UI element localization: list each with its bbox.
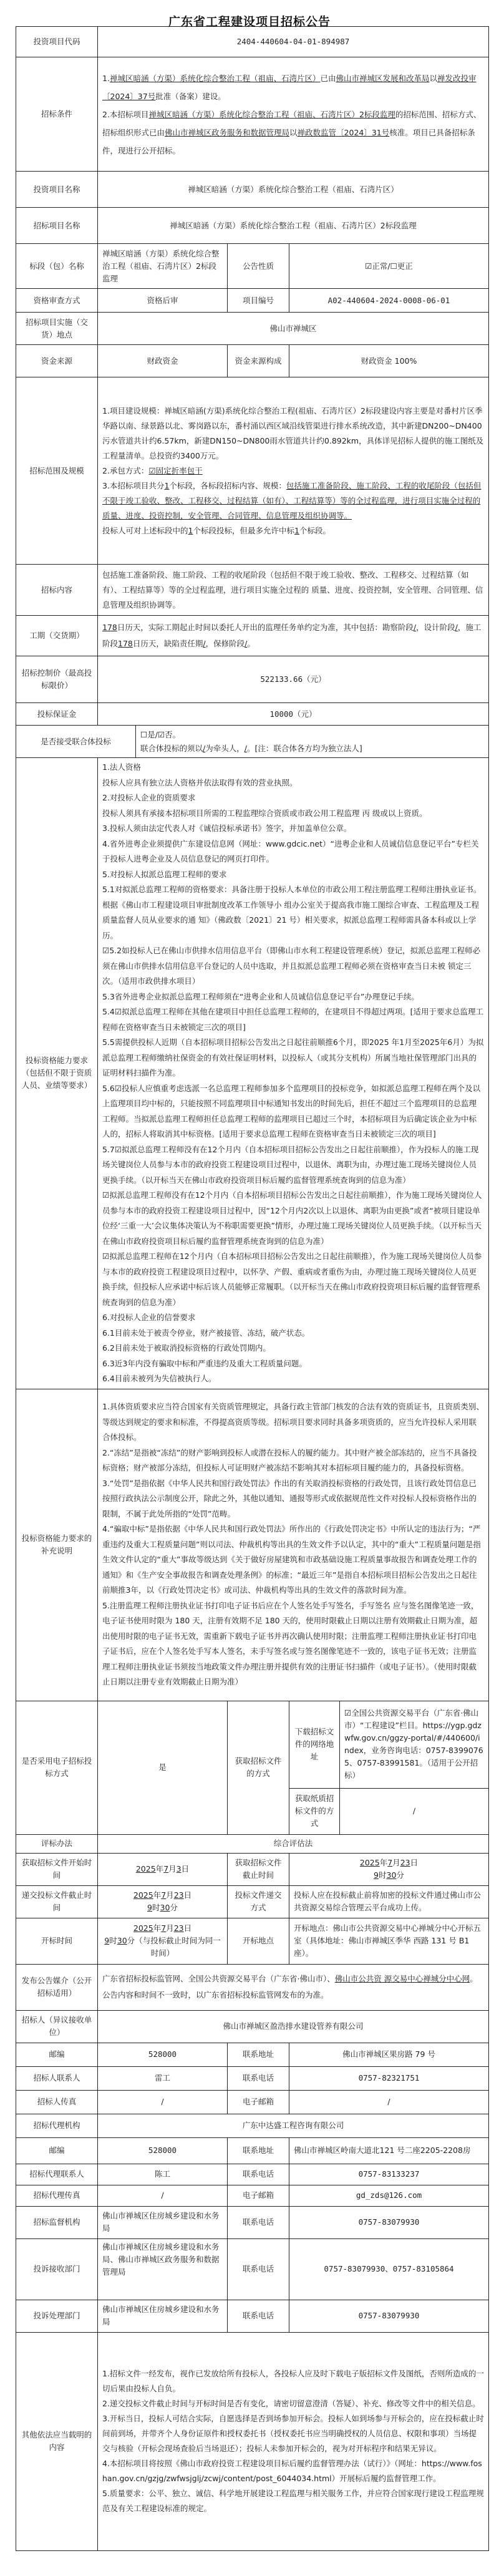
- agency-addr-value: 佛山市禅城区岭南大道北121 号二座2205-2208房: [289, 2137, 489, 2164]
- row-other: [16, 2332, 489, 2550]
- section-content: 包括施工准备阶段、施工阶段、工程的收尾阶段（包括但不限于竣工验收、整改、工程移交、过程结算（如有）、工程结算等）等的全过程监理，进行项目实施全过程的质量、进度、投资控制，安全管理、合同管理、信息管理及组织协调等。: [102, 480, 482, 520]
- submit-deadline-label: 递交投标文件截止时间: [16, 1885, 98, 1918]
- qualification-item: 5.4☑拟派总监理工程师在其他在建项目中担任总监理工程师的，在建项目不得超过两项。[适用于要求总监理工程师在资格审查当日未被锁定三次的项目]: [102, 1007, 483, 1032]
- price-label: 招标控制价（最高投标限价）: [16, 656, 98, 703]
- text: 。[注：联合体各方均为独立法人]: [246, 743, 362, 753]
- complaint-handle-label: 投诉处理部门: [16, 2300, 98, 2332]
- text: ，保修阶段: [205, 639, 245, 648]
- deposit-label: 投标保证金: [16, 703, 98, 726]
- qualification-item: 6.3近3年内没有骗取中标和严重违约及重大工程质量问题。: [102, 1358, 307, 1368]
- qualification-item: 6.4目前未被列为失信被执行人。: [102, 1374, 216, 1383]
- complaint-handle-phone-label: 联系电话: [228, 2300, 289, 2332]
- project-name: 禅城区暗涵（方渠）系统化综合整治工程（祖庙、石湾片区）2标段监理: [148, 109, 395, 119]
- scope-bid-limit: [102, 523, 484, 538]
- text: 的招标范围、招标方式、招标组织形式已由: [102, 109, 482, 137]
- bid-name-label: 招标项目名称: [16, 208, 98, 244]
- month: 7: [387, 1858, 393, 1867]
- section-label: 标段（包）名称: [16, 244, 98, 289]
- row-invest-code: [16, 27, 489, 57]
- other-item: 1.招标文件一经发布，视作已发放给所有投标人，各投标人应及时下载电子版招标文件及图纸，否则所造成的一切后果由投标人自负。: [102, 2369, 484, 2393]
- row-tenderer: [16, 2010, 489, 2043]
- consortium-label: 是否接受联合体投标: [16, 726, 136, 758]
- submit-method-label: 投标文件递交方式: [228, 1885, 289, 1918]
- supplement-item: 4.“骗取中标”是指依据《中华人民共和国行政处罚法》所作出的《行政处罚决定书》中所认定的违法行为；“严重违约及重大工程质量问题”则以司法、仲裁机构等出具的生效文件予以认定，其中的“重大”工程质量问题是指生效文件认定的“重大”事故等级达到《关于做好房屋建筑和市政基础设施工程质量事故报告和调查处理工作的通知》和《生产安全事故报告和调查处理条例》的标准；“最近三年”是指自本招标项目招标公告发出之日起往前顺推3年，以《行政处罚决定书》或司法、仲裁机构等出具的生效文件的落款时间为准。: [102, 1524, 481, 1595]
- month: 7: [161, 1923, 167, 1933]
- agency-contact-label: 招标代理联系人: [16, 2164, 98, 2185]
- tenderer-fax-label: 招标人传真: [16, 2090, 98, 2114]
- opening-place-label: 开标地点: [228, 1918, 289, 1964]
- obtain-method-label: 获取招标文件的方式: [228, 1701, 289, 1834]
- invest-code-label: 投资项目代码: [16, 27, 98, 57]
- qualification-item: ☑拟派总监理工程师在12个月内（自本招标项目招标公告发出之日起往前顺推），作为施工现场关键岗位人员参与本市的政府投资工程建设项目过程中，以怀孕、产假、重病或者重伤为由，办理过施工现场关键岗位人员更换手续，但投标人应承诺中标后该人员能够正常履职。（以开标当天在佛山市政府投资项目标后履约监督管理系统查询到的信息为准）: [102, 1252, 482, 1307]
- tenderer-value: 佛山市禅城区盈浩排水建设管养有限公司: [98, 2010, 489, 2043]
- tender-notice-table: [16, 26, 489, 2551]
- electronic-value: 是: [98, 1701, 228, 1834]
- invest-name-value: 禅城区暗涵（方渠）系统化综合整治工程（祖庙、石湾片区）: [98, 172, 489, 208]
- approval-agency: 佛山市禅城区发展和改革局: [336, 73, 430, 83]
- supplement-value: [98, 1389, 489, 1701]
- row-bid-name: [16, 208, 489, 244]
- submit-deadline-value: 2025年7月23日 9时30分: [98, 1885, 228, 1918]
- approval-agency: 佛山市禅城区政务服务和数据管理局: [165, 127, 290, 137]
- text: 广东省招标投标监管网、全国公共资源交易平台（广东省·佛山市）、: [102, 1974, 335, 1983]
- tenderer-zip-label: 邮编: [16, 2043, 98, 2066]
- text: ，设计阶段: [416, 623, 455, 632]
- complaint-recv-phone-value: 0757-83079930、0757-83105864: [289, 2238, 489, 2300]
- row-tenderer-fax: [16, 2090, 489, 2114]
- qualification-item: 5.3省外进粤企业拟派总监理工程师须在“进粤企业和人员诚信信息登记平台”办理登记手续。: [102, 991, 419, 1001]
- agency-fax-label: 招标代理传真: [16, 2185, 98, 2206]
- agency-email-value[interactable]: gd_zds@126.com: [289, 2185, 489, 2206]
- tenderer-zip-value: 528000: [98, 2043, 228, 2066]
- opening-place-value: 开标地点：佛山市公共资源交易中心禅城分中心开标五室（具体地址：佛山市禅城区季华 西路 131 号 B1 座）。: [289, 1918, 489, 1964]
- price-value: 522133.66（元）: [98, 656, 489, 703]
- funds-structure-label: 资金来源构成: [228, 345, 289, 377]
- row-consortium: [16, 726, 489, 758]
- text: 投标人可对上述标段中的: [102, 525, 188, 535]
- text: 个标段。: [299, 525, 331, 535]
- tenderer-addr-value: 佛山市禅城区果房路 79 号: [289, 2043, 489, 2066]
- row-price: [16, 656, 489, 703]
- location-value: 佛山市禅城区: [98, 313, 489, 345]
- year: 2025: [133, 1890, 153, 1900]
- footer-spacer: [0, 2551, 499, 2576]
- consortium-choice: ☐是/☑否。: [140, 729, 181, 739]
- qualification-item: 5.对投标人拟派总监理工程师的要求: [102, 869, 227, 879]
- row-submit: [16, 1885, 489, 1918]
- consortium-note: [140, 742, 484, 756]
- electronic-label: 是否采用电子招标投标方式: [16, 1701, 98, 1834]
- page-title: 广东省工程建设项目招标公告: [168, 15, 331, 29]
- agency-value: 广东中达盛工程咨询有限公司: [98, 2114, 489, 2137]
- survey-stage: /: [413, 623, 417, 632]
- supplement-item: 5.注册监理工程师注册执业证书打印电子证书后应在个人签名处手写签名，手写签名 应与签名图像笔迹一致，电子证书使用时限为 180 天，注册有效期不足 180 天的，使用时限截止日期以注册有效期截止日期为准，超出使用时限的电子证书无效，需重新下载电子证书并再次确认使用时限；注册监理工程师注册执业证书打印电子证书后，应在个人签名处手写本人签名，未手写签名或与签名图像笔迹不一致的，该电子证书无效；注册监理工程师注册执业证书须按当地政策文件办理注册并提供有效的注册证书扫描件（或电子证书）。（使用时限截止日期以注册专业有效期截止日期为准）: [102, 1600, 479, 1687]
- row-section: [16, 244, 489, 289]
- tenderer-label: 招标人（异议接收单位）: [16, 2010, 98, 2043]
- row-conditions: [16, 57, 489, 172]
- other-label: 其他依法应当载明的内容: [16, 2332, 98, 2550]
- qualification-item: 5.7☑拟派总监理工程师没有在12个月内（自本招标项目招标公告发出之日起往前顺推），作为投标人的施工现场关键岗位人员参与本市的政府投资工程建设项目过程中，以退休、离职为由，办理过施工现场关键岗位人员更换手续。（以开标当天在佛山市政府投资项目标后履约监督管理系统查询到的信息为准）: [102, 1144, 479, 1185]
- row-supervision: [16, 2206, 489, 2238]
- approval-document: 禅发改投审〔2024〕37号: [102, 73, 477, 101]
- complaint-recv-label: 投诉接收部门: [16, 2238, 98, 2300]
- row-review: [16, 289, 489, 313]
- row-evaluation: [16, 1834, 489, 1853]
- row-complaint-handle: [16, 2300, 489, 2332]
- opening-time-note: （与投标截止时间为同一时间）: [135, 1936, 221, 1958]
- qualification-value: [98, 758, 489, 1389]
- nature-value: ☑正常/☐更正: [289, 244, 489, 289]
- period-label: 工期（交货期）: [16, 616, 98, 656]
- complaint-handle-phone-value: 0757-83079930: [289, 2300, 489, 2332]
- approval-document: 禅政数监管〔2024〕31号: [297, 127, 390, 137]
- qualification-item: 投标人须具有承接本招标项目所需的工程监理综合资质或市政公用工程监理 丙 级或以上资质。: [102, 808, 427, 818]
- qualification-item: 3.投标人须由法定代表人对《诚信投标承诺书》签字，并加盖单位公章。: [102, 824, 352, 833]
- row-complaint-recv: [16, 2238, 489, 2300]
- text: 个标段投标，但最多允许中标: [193, 525, 294, 535]
- project-name: 禅城区暗涵（方渠）系统化综合整治工程（祖庙、石湾片区）: [109, 73, 321, 83]
- paper-method-value: /: [340, 1788, 489, 1834]
- text: 日历天，缺陷责任期: [132, 639, 203, 648]
- year: 2025: [133, 1923, 153, 1933]
- qualification-item: 6.1目前未处于被责令停业，财产被接管、冻结，破产状态。: [102, 1328, 310, 1338]
- year: 2025: [135, 1864, 156, 1874]
- contract-mode-value: ☑固定折率包干: [148, 465, 203, 475]
- text: 2.承包方式：: [102, 465, 149, 475]
- row-scope: [16, 377, 489, 565]
- other-item: 4.本招标项目将按照《佛山市政府投资工程建设项目标后履约监督管理办法（试行）》（网址：https://www.foshan.gov.cn/gzjg/zwfwsjglj/zcwj/content/post_6044034.html）开展标后履约监督管理工作。: [102, 2459, 482, 2483]
- agency-zip-value: 528000: [98, 2137, 228, 2164]
- text: 2.本招标项目: [102, 109, 149, 119]
- text: 以: [429, 73, 437, 83]
- scope-scale: 1.项目建设规模：禅城区暗涵(方渠)系统化综合整治工程(祖庙、石湾片区）2标段建设内容主要是对番村片区季华路以南、绿景路以北、雾岗路以东，番村涌以西区域沿线管渠进行排水系统改造，其中新建DN200~DN400污水管道共计约6.57km，新建DN150~DN800雨水管道共计约0.892km，具体详见招标人提供的施工图纸及工程量清单。总投资约3400万元。: [102, 406, 484, 460]
- tenderer-contact-value: 雷工: [98, 2066, 228, 2090]
- day: 3: [176, 1864, 182, 1874]
- day: 23: [400, 1858, 410, 1867]
- day: 23: [173, 1923, 184, 1933]
- text: ，施工阶段: [102, 623, 482, 648]
- funds-label: 资金来源: [16, 345, 98, 377]
- hour: 9: [374, 1870, 379, 1880]
- month: 7: [161, 1890, 167, 1900]
- scope-contract-mode: [102, 464, 484, 479]
- conditions-label: 招标条件: [16, 57, 98, 172]
- evaluation-label: 评标办法: [16, 1834, 98, 1853]
- text: 个标段，各标段招标内容、规模：: [169, 480, 286, 490]
- row-location: [16, 313, 489, 345]
- project-code-value: A02-440604-2024-0008-06-01: [289, 289, 489, 313]
- tenderer-addr-label: 联系地址: [228, 2043, 289, 2066]
- scope-value: [98, 377, 489, 565]
- evaluation-value: 综合评估法: [98, 1834, 489, 1853]
- conditions-value: [98, 57, 489, 172]
- text: 1.: [102, 73, 110, 83]
- obtain-start-label: 获取招标文件开始时间: [16, 1853, 98, 1885]
- row-media: [16, 1964, 489, 2010]
- text: 日历天，实际工期起止时间以委托人开出的监理任务单约定为准，其中包括：勘察阶段: [117, 623, 414, 632]
- agency-addr-label: 联系地址: [228, 2137, 289, 2164]
- qualification-item: 4.省外进粤企业须提供广东建设信息网（网址：www.gdcic.net）“进粤企业和人员诚信信息登记平台”专栏关于投标人进粤企业及人员信息登记的网页打印件。: [102, 838, 479, 863]
- month: 7: [163, 1864, 169, 1874]
- complaint-recv-phone-label: 联系电话: [228, 2238, 289, 2300]
- text: 批准（备案）建设。: [155, 91, 226, 101]
- row-agency: [16, 2114, 489, 2137]
- complaint-handle-value: 佛山市禅城区住房城乡建设和水务局: [98, 2300, 228, 2332]
- text: 联合体投标的须以: [140, 743, 203, 753]
- scope-sections: [102, 479, 484, 523]
- row-invest-name: [16, 172, 489, 208]
- content-value: 包括施工准备阶段、施工阶段、工程的收尾阶段（包括但不限于竣工验收、整改、工程移交、过程结算（如有）、工程结算等）等的全过程监理，进行项目实施全过程的 质量、进度、投资控制，安全管理、合同管理、信息管理及组织协调等。: [98, 565, 489, 616]
- text: 。: [247, 639, 255, 648]
- other-item: 5.质量要求：公平、独立、诚信、科学地开展建设工程监理与相关服务工作，并应符合国家现行建设工程监理规范及有关工程建设标准的规定。: [102, 2489, 484, 2513]
- other-item: 3.开标当日，投标人可结合实际，自愿选择是否到场参加开标会。投标人如到场参与开标会的，应在投标截止时间前到场，并带齐个人身份证原件和授权委托书（授权委托书应当明确授权的人员信息、权限和事项）当场提交与核验（开标会现场查验后当场退还）；投标人未参加开标会的，视为对开标程序和结果无异议。: [102, 2414, 484, 2453]
- lead-party: /: [203, 743, 206, 753]
- other-value: [98, 2332, 489, 2550]
- supplement-label: 投标资格能力要求的补充说明: [16, 1389, 98, 1701]
- scope-label: 招标范围及规模: [16, 377, 98, 565]
- text: 核准。项目已具备招标条件，现进行公开招标。: [102, 127, 475, 155]
- text: 以: [289, 127, 298, 137]
- media-label: 发布公告媒介（公开招标适用）: [16, 1964, 98, 2010]
- consortium-value: [136, 726, 489, 758]
- location-label: 招标项目实施（交货）地点: [16, 313, 98, 345]
- period-value: [98, 616, 489, 656]
- online-address-label: 下载招标文件的网络地址: [289, 1701, 340, 1788]
- other-item: 2.递交投标文件截止时间与开标时间是否有变化，请密切留意澄清（答疑）、补充、修改等文件中的相关信息。: [102, 2399, 480, 2408]
- agency-phone-label: 联系电话: [228, 2164, 289, 2185]
- obtain-end-label: 获取招标文件截止时间: [228, 1853, 289, 1885]
- tenderer-contact-label: 招标人联系人: [16, 2066, 98, 2090]
- agency-label: 招标代理机构: [16, 2114, 98, 2137]
- media-link[interactable]: 佛山市公共资 源交易中心禅城分中心网: [334, 1974, 470, 1983]
- online-address-value[interactable]: ☑全国公共资源交易平台（广东省·佛山市）“工程建设”栏目。https://ygp.gdzwfw.gov.cn/ggzy-portal/#/440600/index，业务咨询电话：0757-83990765、0757-83991581。（适用于公开招标）: [340, 1701, 489, 1788]
- row-agency-contact: [16, 2164, 489, 2185]
- day: 23: [173, 1890, 184, 1900]
- supplement-item: 1.具体资质要求应当符合国家有关资质管理规定，具备行政主管部门核发的合法有效的资质证书，且资质类别、等级达到规定的要求和标准，不得提高资质等级。招标项目要求同时具备多项资质的，应当允许投标人采用联合体投标。: [102, 1402, 484, 1442]
- text: 3.本招标项目共分: [102, 480, 165, 490]
- funds-structure-value: 财政资金 100%: [289, 345, 489, 377]
- qualification-item: 2.对投标人企业的资质要求: [102, 793, 196, 802]
- row-obtain-time: [16, 1853, 489, 1885]
- supplement-item: 2.“冻结”是指被“冻结”的财产影响到投标人或潜在投标人的履约能力。其中财产被全部冻结的，应当不具备投标资格；财产被部分冻结，但投标人可证明财产被冻结不影响其对本招标项目履约能力的，具备投标资格。: [102, 1447, 477, 1473]
- supervision-phone-value: 0757-83079930: [289, 2206, 489, 2238]
- supervision-label: 招标监督机构: [16, 2206, 98, 2238]
- qualification-item: ☑拟派总监理工程师没有在12个月内（自本招标项目招标公告发出之日起往前顺推），作为施工现场关键岗位人员参与本市的政府投资工程建设项目过程中，因“12个月内2次以上以退休、离职为由更换”或者“被项目建设单位经‘三重一大’会议集体决策认为不称职需要更换”情形，办理过施工现场关键岗位人员更换手续。（以开标当天在佛山市政府投资项目标后履约监督管理系统查询到的信息为准）: [102, 1190, 482, 1246]
- invest-code-value: 2404-440604-04-01-894987: [98, 27, 489, 57]
- agency-contact-value: 陈工: [98, 2164, 228, 2185]
- tenderer-email-value: /: [289, 2090, 489, 2114]
- opening-time-label: 开标时间: [16, 1918, 98, 1964]
- review-value: 资格后审: [98, 289, 228, 313]
- year: 2025: [359, 1858, 380, 1867]
- row-agency-fax: [16, 2185, 489, 2206]
- agency-email-label: 电子邮箱: [228, 2185, 289, 2206]
- paper-method-label: 获取纸质招标文件的方式: [289, 1788, 340, 1834]
- design-stage: /: [455, 623, 458, 632]
- construction-days: 178: [118, 639, 133, 648]
- row-opening: [16, 1918, 489, 1964]
- row-tenderer-zip: [16, 2043, 489, 2066]
- invest-name-label: 投资项目名称: [16, 172, 98, 208]
- qualification-item: 6.2目前未处于被取消投标资格的行政处罚期内。: [102, 1343, 271, 1353]
- agency-phone-value: 0757-83133237: [289, 2164, 489, 2185]
- qualification-item: 1.法人资格: [102, 762, 141, 772]
- tenderer-phone-label: 联系电话: [228, 2066, 289, 2090]
- row-deposit: [16, 703, 489, 726]
- agency-fax-value: /: [98, 2185, 228, 2206]
- total-days: 178: [102, 623, 117, 632]
- section-value: 禅城区暗涵（方渠）系统化综合整治工程（祖庙、石湾片区）2标段监理: [98, 244, 228, 289]
- bid-count: 1: [188, 525, 193, 535]
- qualification-item: 投标人应具有独立法人资格并依法取得有效的营业执照。: [102, 777, 298, 787]
- media-value: [98, 1964, 489, 2010]
- opening-time-value: 2025年7月23日 9时30分（与投标截止时间为同一时间）: [98, 1918, 228, 1964]
- supervision-value: 佛山市禅城区住房城乡建设和水务局: [98, 2206, 228, 2238]
- content-label: 招标内容: [16, 565, 98, 616]
- row-period: [16, 616, 489, 656]
- minute: 30: [117, 1936, 127, 1945]
- qualification-item: 5.6☑投标人应慎重考虑选派一名总监理工程师参加多个监理项目的投标竞争，如拟派总监理工程师在两个及以上监理项目均中标的，只能按照不同监理项目中标通知书发出的时间先后，担任不超过三个监理项目的总监理工程师。当拟派总监理工程师担任总监理工程师的监理项目已超过三个时，本招标项目为后确定该企业为中标人的，招标人将取消其中标资格。[适用于要求总监理工程师在资格审查当日未被锁定三次的项目]: [102, 1083, 481, 1139]
- project-code-label: 项目编号: [228, 289, 289, 313]
- supplement-item: 3.“处罚”是指依据《中华人民共和国行政处罚法》作出的有关取消投标资格的行政处罚，且该行政处罚信息已按照行政执法公示制度公开，除此之外，其他以通知、通报等形式或依据规范性文件对投标人投标资格作出的限制，不属于此处所指的“处罚”范畴。: [102, 1478, 477, 1519]
- row-agency-zip: [16, 2137, 489, 2164]
- funds-value: 财政资金: [98, 345, 228, 377]
- row-funds: [16, 345, 489, 377]
- obtain-start-value: 2025年7月3日: [98, 1853, 228, 1885]
- defect-period: /: [203, 639, 206, 648]
- row-supplement: [16, 1389, 489, 1701]
- text: 。公告内容和时间不一致时，以广东省招标投标监管网发布的为准。: [102, 1974, 478, 2000]
- qualification-item: 5.5需提供投标人近期（自本招标项目招标公告发出之日起往前顺推6个月，即2025 年1月至2025年6月）为拟派总监理工程师缴纳社保资金的有效社保证明材料，以投标人（或其分支机构）所属当地社保管理部门出具的证明材料扫描件为准。: [102, 1038, 484, 1077]
- win-count: 1: [294, 525, 299, 535]
- bid-name-value: 禅城区暗涵（方渠）系统化综合整治工程（祖庙、石湾片区）2标段监理: [98, 208, 489, 244]
- blank: /: [244, 743, 247, 753]
- section-count: 1: [164, 480, 170, 490]
- tenderer-fax-value: /: [98, 2090, 228, 2114]
- tenderer-phone-value: 0757-82321751: [289, 2066, 489, 2090]
- warranty-stage: /: [245, 639, 248, 648]
- hour: 9: [147, 1903, 152, 1912]
- minute: 30: [160, 1903, 170, 1912]
- row-qualification: [16, 758, 489, 1389]
- agency-zip-label: 邮编: [16, 2137, 98, 2164]
- submit-method-value: 投标人应在投标截止前将加密的投标文件通过佛山市公共资源交易综合管理云平台成功上传。: [289, 1885, 489, 1918]
- supervision-phone-label: 联系电话: [228, 2206, 289, 2238]
- obtain-end-value: 2025年7月23日 9时30分: [289, 1853, 489, 1885]
- text: 为牵头人，: [205, 743, 245, 753]
- review-label: 资格审查方式: [16, 289, 98, 313]
- row-content: [16, 565, 489, 616]
- deposit-value: 10000（元）: [98, 703, 489, 726]
- qualification-label: 投标资格能力要求（包括但不限于资质人员、业绩等要求）: [16, 758, 98, 1389]
- row-tenderer-contact: [16, 2066, 489, 2090]
- qualification-item: 5.1对拟派总监理工程师的资格要求：具备注册于投标人本单位的市政公用工程注册监理工程师注册执业证书。根据《佛山市工程建设项目审批制度改革工作领导小 组办公室关于提高我市施工图综合审查、工程监理及工程质量监督人员从业要求的通 知》（佛政数〔2021〕21 号）相关要求，拟派总监理工程师需具备本科或以上学历。: [102, 885, 482, 940]
- row-electronic: [16, 1701, 489, 1788]
- text: 已由: [320, 73, 336, 83]
- nature-label: 公告性质: [228, 244, 289, 289]
- complaint-recv-value: 佛山市禅城区住房城乡建设和水务局、佛山市禅城区政务服务和数据管理局: [98, 2238, 228, 2300]
- tenderer-email-label: 电子邮箱: [228, 2090, 289, 2114]
- minute: 30: [386, 1870, 397, 1880]
- qualification-item: ☑5.2如投标人已在佛山市供排水信用信息平台（即佛山市水利工程建设管理系统）登记，拟派总监理工程师必须在佛山市供排水信用信息平台登记的人员中选取，并且拟派总监理工程师必须在资格审查当日未被 锁定三次。（适用市政供排水项目）: [102, 946, 481, 986]
- qualification-item: 6.对投标人企业的信誉要求: [102, 1313, 196, 1322]
- hour: 9: [104, 1936, 110, 1945]
